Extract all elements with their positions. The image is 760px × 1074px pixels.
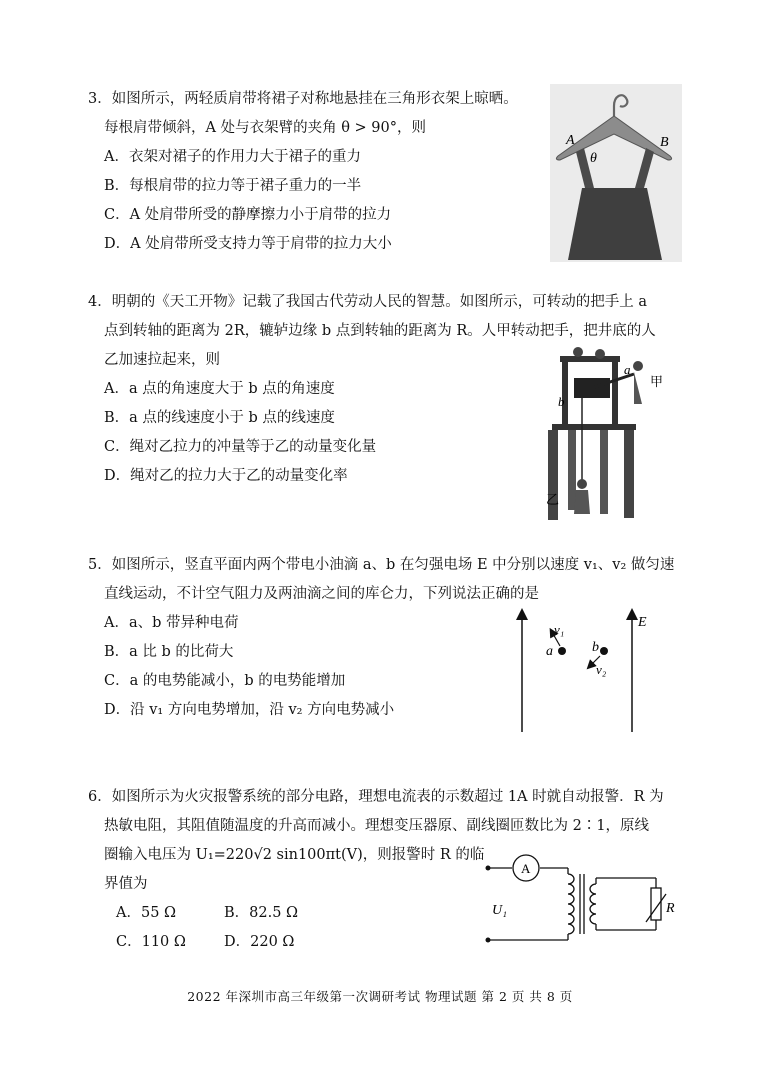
label-a: a — [624, 362, 631, 377]
label-ammeter: A — [521, 861, 531, 876]
q5-stem-line1: 5．如图所示，竖直平面内两个带电小油滴 a、b 在匀强电场 E 中分别以速度 v₁、v₂ 做匀速 — [88, 557, 675, 573]
q6-stem-line2: 热敏电阻，其阻值随温度的升高而减小。理想变压器原、副线圈匝数比为 2∶1，原线 — [104, 818, 650, 834]
q5-option-b: B．a 比 b 的比荷大 — [104, 644, 234, 660]
label-b: b — [558, 394, 565, 409]
label-b: B — [660, 135, 669, 150]
q5-stem-line2: 直线运动，不计空气阻力及两油滴之间的库仑力，下列说法正确的是 — [104, 586, 539, 602]
label-v1: v₁ — [554, 622, 565, 637]
label-jia: 甲 — [650, 374, 664, 389]
q4-option-d: D．绳对乙的拉力大于乙的动量变化率 — [104, 468, 348, 484]
page-footer: 2022 年深圳市高三年级第一次调研考试 物理试题 第 2 页 共 8 页 — [187, 989, 573, 1004]
q5-option-c: C．a 的电势能减小，b 的电势能增加 — [104, 673, 346, 689]
q6-stem-line4: 界值为 — [104, 876, 148, 892]
q6-option-c: C．110 Ω — [116, 934, 186, 950]
droplet-b — [600, 647, 608, 655]
q4-option-a: A．a 点的角速度大于 b 点的角速度 — [104, 381, 335, 397]
primary-coil — [568, 874, 574, 934]
q4-option-c: C．绳对乙拉力的冲量等于乙的动量变化量 — [104, 439, 377, 455]
label-b: b — [592, 640, 599, 655]
q3-option-a: A．衣架对裙子的作用力大于裙子的重力 — [104, 149, 361, 165]
q6-option-d: D．220 Ω — [224, 934, 295, 950]
label-theta: θ — [590, 151, 597, 166]
q6-circuit-figure — [480, 852, 680, 952]
skirt — [568, 188, 662, 260]
label-e: E — [638, 615, 647, 630]
q3-stem-line2: 每根肩带倾斜，A 处与衣架臂的夹角 θ > 90°，则 — [104, 120, 426, 136]
q6-option-a: A．55 Ω — [116, 905, 177, 921]
q3-hanger-figure — [550, 84, 682, 262]
q3-stem-line1: 3．如图所示，两轻质肩带将裙子对称地悬挂在三角形衣架上晾晒。 — [88, 91, 518, 107]
q3-option-b: B．每根肩带的拉力等于裙子重力的一半 — [104, 178, 362, 194]
q4-windlass-figure — [538, 344, 676, 524]
droplet-a — [558, 647, 566, 655]
q3-option-d: D．A 处肩带所受支持力等于肩带的拉力大小 — [104, 236, 392, 252]
q4-stem-line3: 乙加速拉起来，则 — [104, 352, 220, 368]
q6-stem-line3: 圈输入电压为 U₁=220√2 sin100πt(V)，则报警时 R 的临 — [104, 847, 485, 863]
label-a: a — [546, 644, 553, 659]
q5-option-d: D．沿 v₁ 方向电势增加，沿 v₂ 方向电势减小 — [104, 702, 395, 718]
q3-option-c: C．A 处肩带所受的静摩擦力小于肩带的拉力 — [104, 207, 392, 223]
q5-electric-field-figure — [508, 608, 658, 734]
label-r: R — [666, 901, 675, 916]
secondary-coil — [590, 884, 596, 924]
q4-stem-line1: 4．明朝的《天工开物》记载了我国古代劳动人民的智慧。如图所示，可转动的把手上 a — [88, 294, 647, 310]
label-v2: v₂ — [596, 662, 607, 677]
q6-stem-line1: 6．如图所示为火灾报警系统的部分电路，理想电流表的示数超过 1A 时就自动报警．R 为 — [88, 789, 664, 805]
q5-option-a: A．a、b 带异种电荷 — [104, 615, 239, 631]
q6-option-b: B．82.5 Ω — [224, 905, 299, 921]
q4-stem-line2: 点到转轴的距离为 2R，辘轳边缘 b 点到转轴的距离为 R。人甲转动把手，把井底的人 — [104, 323, 656, 339]
label-u1: U₁ — [492, 903, 507, 918]
label-a: A — [566, 133, 575, 148]
q4-option-b: B．a 点的线速度小于 b 点的线速度 — [104, 410, 335, 426]
label-yi: 乙 — [546, 492, 560, 507]
